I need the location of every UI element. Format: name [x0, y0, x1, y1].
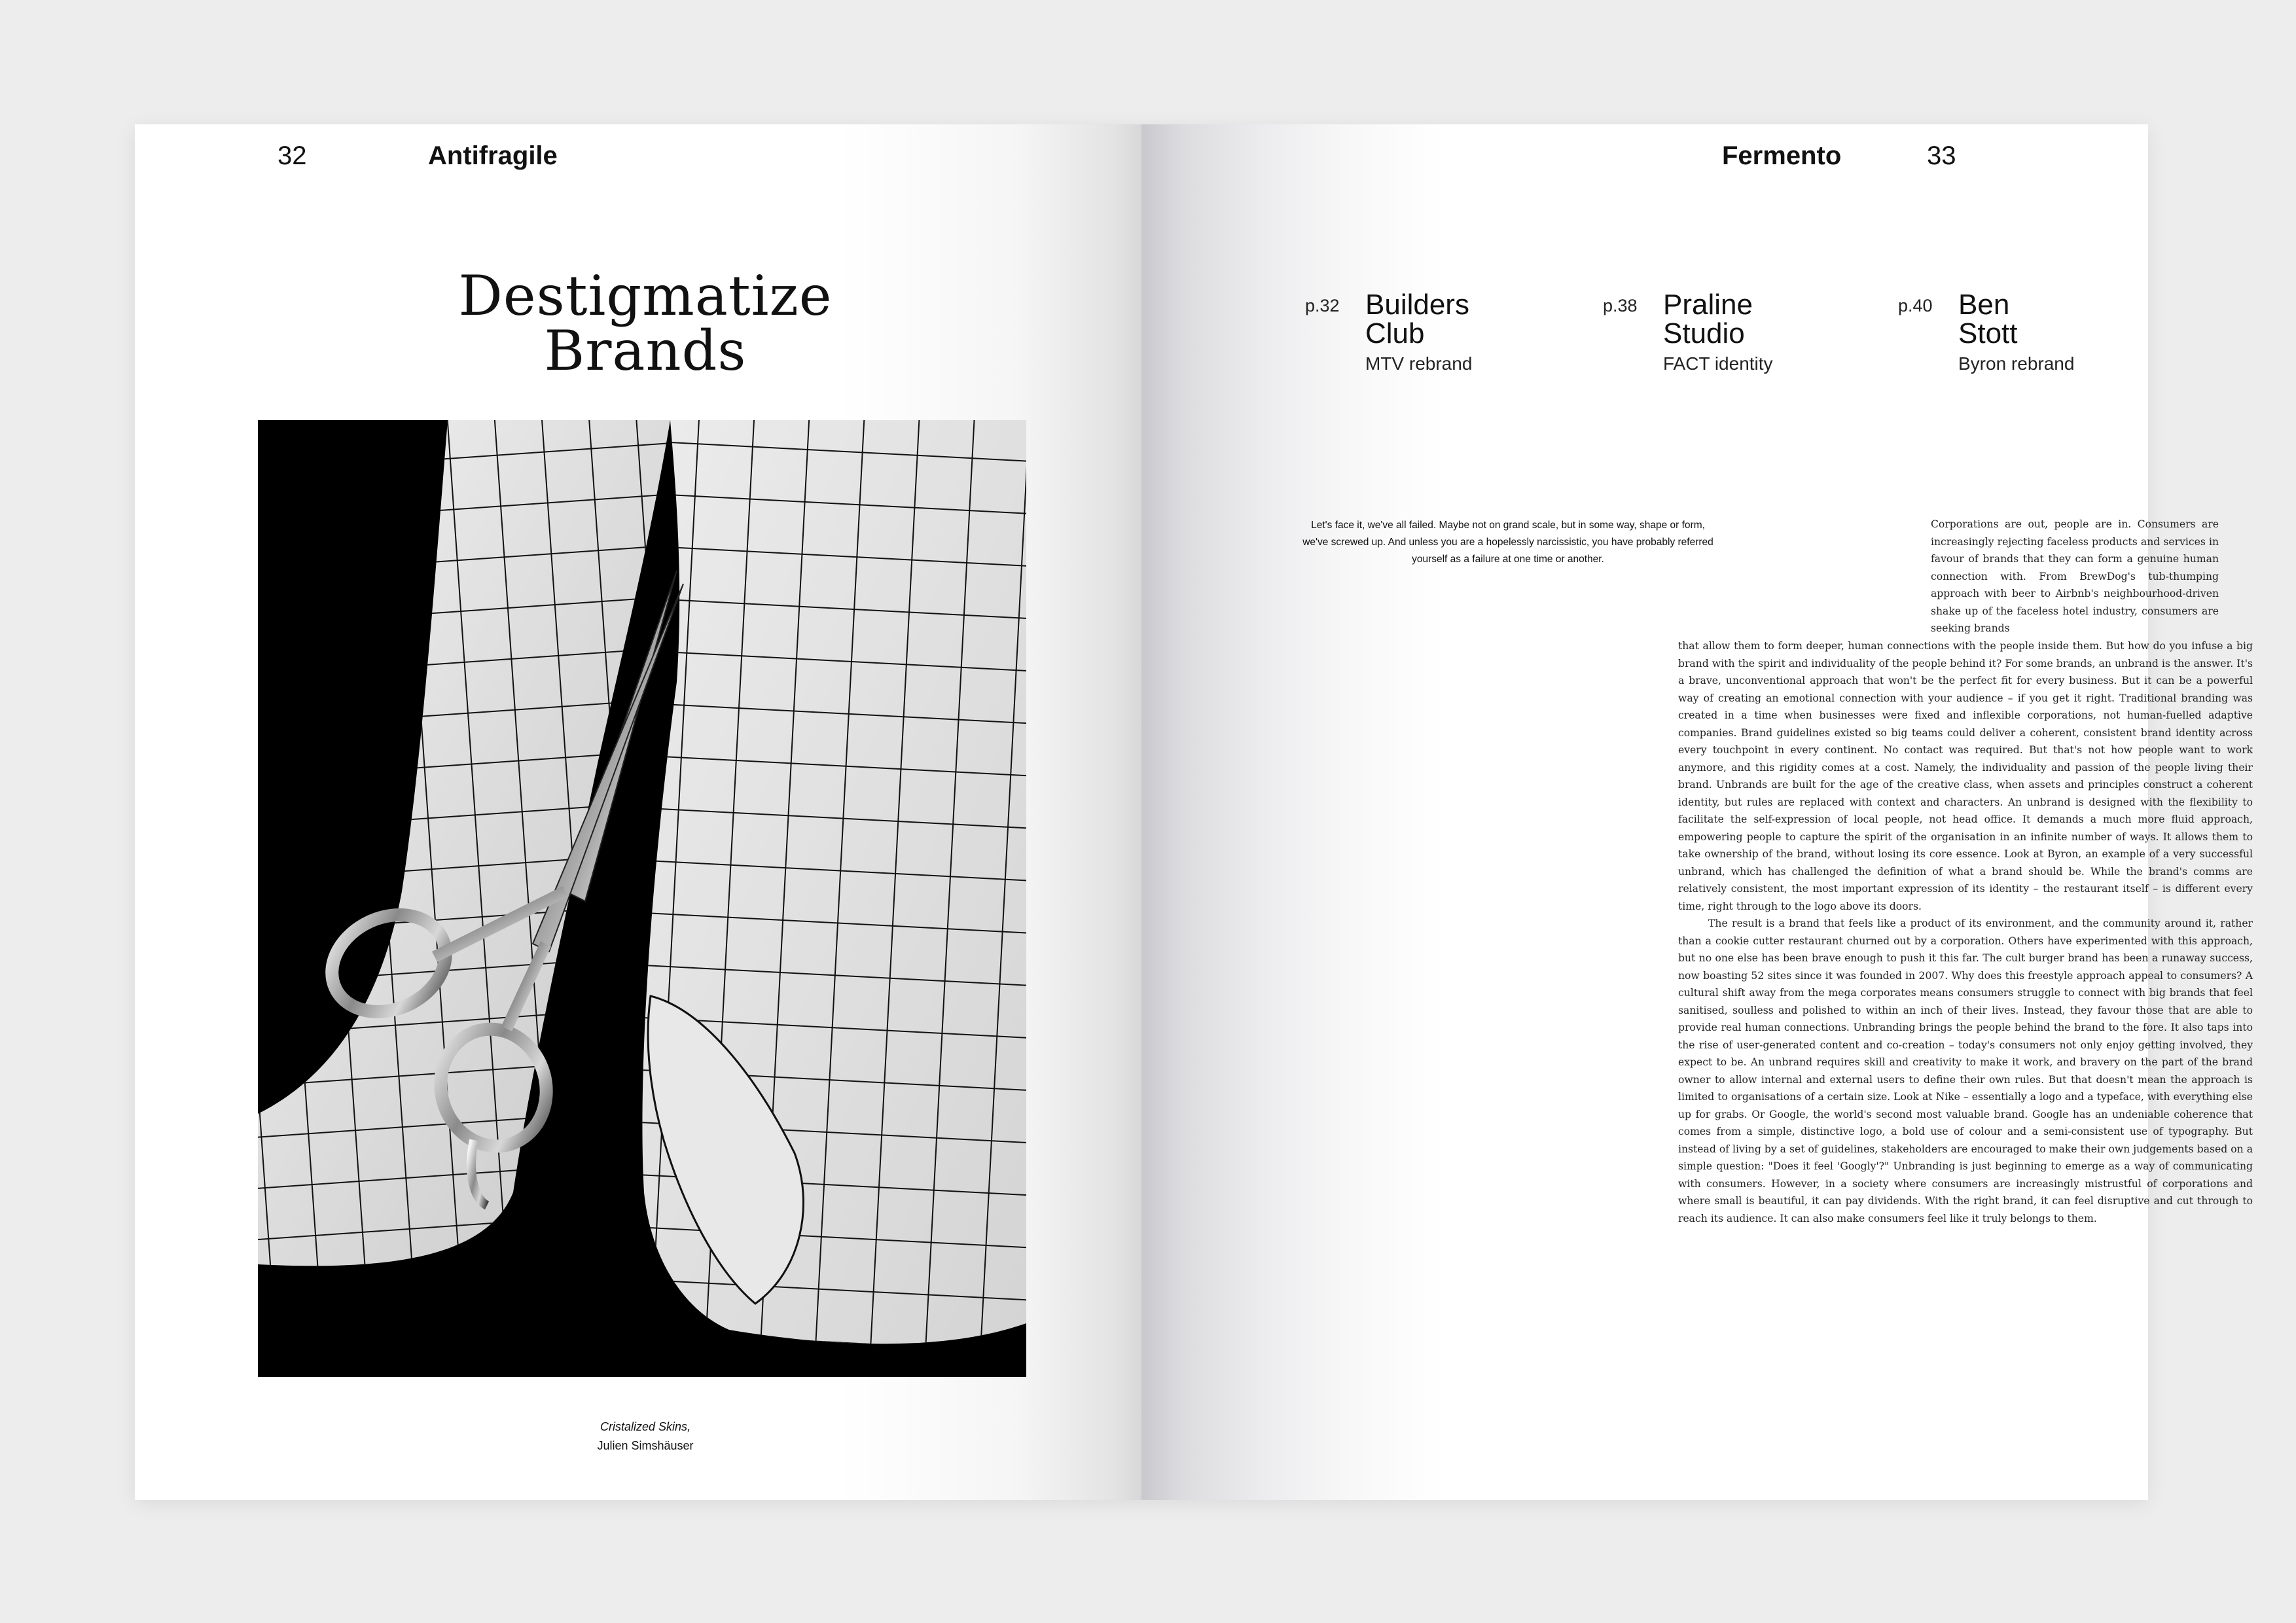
- caption-title: Cristalized Skins,: [600, 1420, 691, 1433]
- running-head-right: Fermento: [1722, 141, 1842, 170]
- body-text-top-column: Corporations are out, people are in. Consumers are increasingly rejecting faceless products and services in favour of brands that they can form a genuine human connection with. From BrewDog's tub-thumping approach with beer to Airbnb's neighbourhood-driven shake up of the faceless hotel industry, consumers are seeking brands: [1931, 518, 2219, 634]
- toc-name: Praline Studio: [1663, 289, 1753, 349]
- scissors-grid-paper-illustration: [258, 420, 1026, 1377]
- body-paragraph: The result is a brand that feels like a product of its environment, and the community around it, rather than a cookie cutter restaurant churned out by a corporation. Others have experimented with this approach, but no one else has been brave enough to push it this far. The cult burger brand has been a runaway success, now boasting 52 sites since it was founded in 2007. Why does this freestyle approach appeal to consumers? A cultural shift away from the mega corporates means consumers struggle to connect with big brands that feel sanitised, soulless and polished to within an inch of their lives. Instead, they favour those that are able to provide real human connections. Unbranding brings the people behind the brand to the fore. It also taps into the rise of user-generated content and co-creation – today's consumers not only enjoy getting involved, they expect to be. An unbrand requires skill and creativity to make it work, and bravery on the part of the brand owner to allow internal and external users to define their own rules. But that doesn't mean the approach is limited to organisations of a certain size. Look at Nike – essentially a logo and a typeface, with everything else up for grabs. Or Google, the world's second most valuable brand. Google has an undeniable coherence that comes from a simple, distinctive logo, a bold use of colour and a semi-consistent use of typography. But instead of living by a set of guidelines, stakeholders are encouraged to make their own judgements based on a simple question: "Does it feel 'Googly'?" Unbranding is just beginning to emerge as a way of communicating with consumers. However, in a society where consumers are increasingly mistrustful of corporations and where small is beautiful, it can pay dividends. With the right brand, it can feel disruptive and cut through to reach its audience. It can also make consumers feel like it truly belongs to them.: [1678, 918, 2253, 1224]
- feature-photo: [258, 420, 1026, 1377]
- toc-page-ref: p.40: [1898, 296, 1933, 315]
- running-head-left: Antifragile: [428, 141, 558, 170]
- page-number-right: 33: [1927, 141, 1956, 170]
- article-headline: Destigmatize Brands: [458, 264, 833, 383]
- magazine-spread: [135, 124, 2253, 1500]
- toc-subtitle: MTV rebrand: [1365, 353, 1473, 374]
- toc-name: Ben Stott: [1958, 289, 2018, 349]
- toc-page-ref: p.32: [1305, 296, 1340, 315]
- toc-subtitle: FACT identity: [1663, 353, 1773, 374]
- photo-caption: [135, 1418, 1156, 1455]
- caption-credit: Julien Simshäuser: [597, 1439, 694, 1452]
- toc-page-ref: p.38: [1603, 296, 1638, 315]
- right-page: [1141, 124, 2253, 1500]
- page-number-left: 32: [278, 141, 307, 170]
- body-paragraph: that allow them to form deeper, human connections with the people inside them. But how do you infuse a big brand with the spirit and individuality of the people behind it? For some brands, an unbrand is the answer. It's a brave, unconventional approach that won't be the perfect fit for every business. But it can be a powerful way of creating an emotional connection with your audience – if you get it right. Traditional branding was created in a time when businesses were fixed and inflexible corporations, not human-fuelled adaptive companies. Brand guidelines existed so big teams could deliver a coherent, consistent brand identity across every touchpoint in every continent. No contact was required. But that's not how people want to work anymore, and this rigidity comes at a cost. Namely, the individuality and passion of the people living their brand. Unbrands are built for the age of the creative class, when assets and principles construct a coherent identity, but rules are replaced with context and characters. An unbrand is designed with the flexibility to facilitate the self-expression of local people, not head office. It demands a much more fluid approach, empowering people to capture the spirit of the organisation in an infinite number of ways. It allows them to take ownership of the brand, without losing its core essence. Look at Byron, an example of a very successful unbrand, which has challenged the definition of what a brand should be. While the brand's comms are relatively consistent, the most important expression of its identity – the restaurant itself – is different every time, right through to the logo above its doors.: [1678, 640, 2253, 912]
- toc-subtitle: Byron rebrand: [1958, 353, 2075, 374]
- body-text-main: [1678, 637, 2253, 1227]
- article-intro: Let's face it, we've all failed. Maybe not on grand scale, but in some way, shape or form, we've screwed up. And unless you are a hopelessly narcissistic, you have probably referred yourself as a failure at one time or another.: [1302, 520, 1713, 565]
- left-page: [135, 124, 1141, 1500]
- toc-name: Builders Club: [1365, 289, 1469, 349]
